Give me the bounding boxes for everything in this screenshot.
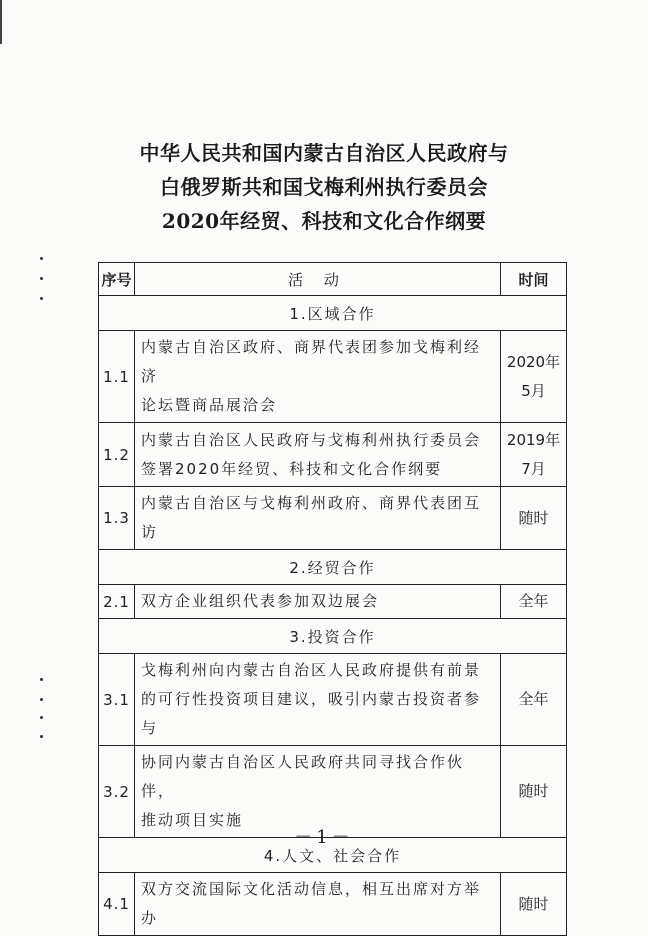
row-number: 3.1	[99, 654, 135, 746]
time-line: 5月	[521, 381, 546, 400]
time-cell	[501, 585, 567, 619]
row-number: 4.1	[99, 873, 135, 936]
time-cell	[501, 654, 567, 746]
activity-cell	[135, 423, 501, 487]
row-number: 1.3	[99, 487, 135, 550]
activity-line: 双方企业组织代表参加双边展会	[141, 592, 380, 610]
activity-line: 协同内蒙古自治区人民政府共同寻找合作伙伴，	[141, 753, 465, 800]
page-number: －1－	[294, 827, 354, 848]
activity-line: 戈梅利州向内蒙古自治区人民政府提供有前景	[141, 661, 482, 679]
activity-line: 签署2020年经贸、科技和文化合作纲要	[141, 459, 443, 478]
section-title: 1.区域合作	[99, 296, 567, 331]
binding-dot	[40, 698, 43, 701]
table-row	[99, 873, 567, 936]
table-row	[99, 654, 567, 746]
activity-cell	[135, 873, 501, 936]
table-header-row	[99, 263, 567, 296]
time-line: 7月	[521, 459, 546, 478]
time-line: 全年	[518, 592, 549, 610]
table-row	[99, 585, 567, 619]
activity-line: 推动项目实施	[141, 811, 244, 829]
time-line: 随时	[518, 894, 549, 913]
activity-cell	[135, 487, 501, 550]
title-line-1: 中华人民共和国内蒙古自治区人民政府与	[139, 141, 509, 165]
section-row	[99, 296, 567, 331]
row-number: 3.2	[99, 746, 135, 838]
time-cell	[501, 331, 567, 423]
row-number: 2.1	[99, 585, 135, 619]
time-line: 2019年	[506, 430, 561, 449]
row-number: 1.1	[99, 331, 135, 423]
title-line-2: 白俄罗斯共和国戈梅利州执行委员会	[160, 175, 488, 199]
activity-line: 内蒙古自治区政府、商界代表团参加戈梅利经济	[141, 338, 482, 385]
scan-edge-mark	[0, 0, 2, 44]
time-cell	[501, 873, 567, 936]
binding-dot	[40, 735, 43, 738]
section-title: 2.经贸合作	[99, 550, 567, 585]
activity-cell	[135, 331, 501, 423]
activity-line: 双方交流国际文化活动信息，相互出席对方举办	[141, 880, 482, 927]
time-cell	[501, 423, 567, 487]
activity-cell	[135, 654, 501, 746]
activity-line: 内蒙古自治区人民政府与戈梅利州执行委员会	[141, 430, 482, 449]
table-row	[99, 423, 567, 487]
section-title: 4.人文、社会合作	[99, 838, 567, 873]
binding-dot	[40, 297, 43, 300]
activity-line: 论坛暨商品展洽会	[141, 396, 278, 414]
time-line: 随时	[518, 782, 549, 800]
binding-dot	[40, 257, 43, 260]
header-time: 时间	[501, 263, 567, 296]
binding-dot	[40, 277, 43, 280]
time-cell	[501, 487, 567, 550]
table-row	[99, 331, 567, 423]
activity-cell	[135, 585, 501, 619]
binding-dot	[40, 716, 43, 719]
table-row	[99, 487, 567, 550]
row-number: 1.2	[99, 423, 135, 487]
section-row	[99, 619, 567, 654]
activity-line: 的可行性投资项目建议，吸引内蒙古投资者参与	[141, 690, 482, 737]
section-title: 3.投资合作	[99, 619, 567, 654]
binding-dot	[40, 678, 43, 681]
header-activity: 活 动	[135, 263, 501, 296]
document-title	[0, 136, 648, 238]
section-row	[99, 550, 567, 585]
time-line: 全年	[518, 690, 549, 708]
time-line: 2020年	[506, 352, 561, 371]
header-no: 序号	[99, 263, 135, 296]
time-line: 随时	[518, 508, 549, 527]
activity-line: 内蒙古自治区与戈梅利州政府、商界代表团互访	[141, 494, 482, 541]
title-line-3: 2020年经贸、科技和文化合作纲要	[161, 209, 487, 233]
